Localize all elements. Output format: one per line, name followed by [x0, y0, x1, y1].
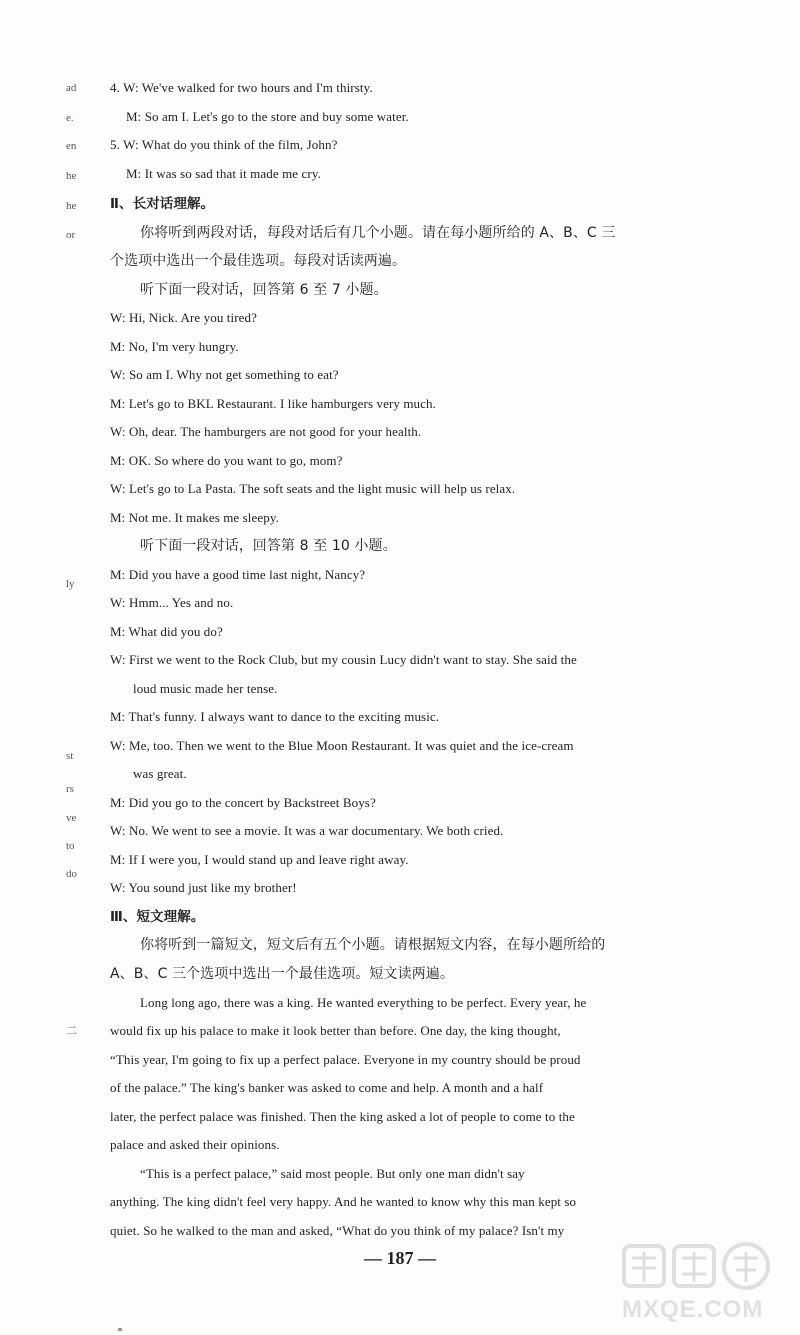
dialogue-line: M: Did you go to the concert by Backstreet Boys?: [110, 795, 376, 810]
passage-line: later, the perfect palace was finished. Then the king asked a lot of people to come to the: [110, 1109, 575, 1124]
watermark-logo-icon: [618, 1238, 790, 1298]
instruction-text: 听下面一段对话，回答第 6 至 7 小题。: [140, 282, 388, 298]
passage-line: would fix up his palace to make it look better than before. One day, the king thought,: [110, 1023, 561, 1038]
dialogue-line: M: No, I'm very hungry.: [110, 339, 239, 354]
dialogue-line: W: No. We went to see a movie. It was a war documentary. We both cried.: [110, 823, 504, 838]
margin-fragment: do: [66, 868, 77, 880]
margin-fragment: e.: [66, 112, 74, 124]
dialogue-line: M: It was so sad that it made me cry.: [126, 166, 321, 181]
margin-fragment: st: [66, 750, 74, 762]
passage-line: Long long ago, there was a king. He wanted everything to be perfect. Every year, he: [140, 995, 587, 1010]
instruction-text: 你将听到一篇短文，短文后有五个小题。请根据短文内容，在每小题所给的: [140, 937, 606, 953]
dialogue-line: W: First we went to the Rock Club, but my cousin Lucy didn't want to stay. She said the: [110, 652, 577, 667]
passage-line: quiet. So he walked to the man and asked, “What do you think of my palace? Isn't my: [110, 1223, 565, 1238]
dialogue-line: M: What did you do?: [110, 624, 223, 639]
margin-fragment: ly: [66, 578, 75, 590]
dialogue-line: W: Hmm... Yes and no.: [110, 595, 234, 610]
passage-line: of the palace.” The king's banker was asked to come and help. A month and a half: [110, 1080, 544, 1095]
passage-line: palace and asked their opinions.: [110, 1137, 280, 1152]
margin-fragment: he: [66, 200, 77, 212]
margin-fragment: ad: [66, 82, 77, 94]
section-heading: Ⅲ、短文理解。: [110, 909, 205, 925]
watermark-logo: [618, 1238, 790, 1328]
passage-line: “This is a perfect palace,” said most people. But only one man didn't say: [140, 1166, 525, 1181]
dialogue-line: 5. W: What do you think of the film, John?: [110, 137, 338, 152]
dialogue-line: M: OK. So where do you want to go, mom?: [110, 453, 343, 468]
dialogue-line: loud music made her tense.: [133, 681, 278, 696]
instruction-text: 听下面一段对话，回答第 8 至 10 小题。: [140, 538, 397, 554]
dialogue-line: M: So am I. Let's go to the store and buy some water.: [126, 109, 409, 124]
dialogue-line: M: Let's go to BKL Restaurant. I like hamburgers very much.: [110, 396, 436, 411]
margin-fragment: rs: [66, 783, 74, 795]
dialogue-line: M: Not me. It makes me sleepy.: [110, 510, 279, 525]
instruction-text: A、B、C 三个选项中选出一个最佳选项。短文读两遍。: [110, 966, 455, 982]
dialogue-line: M: That's funny. I always want to dance to the exciting music.: [110, 709, 440, 724]
dialogue-line: M: Did you have a good time last night, Nancy?: [110, 567, 366, 582]
dialogue-line: 4. W: We've walked for two hours and I'm thirsty.: [110, 80, 373, 95]
page-number: — 187 —: [364, 1248, 436, 1268]
margin-fragment: 二: [66, 1025, 77, 1037]
watermark-text: MXQE.COM: [622, 1296, 764, 1323]
section-heading: Ⅱ、长对话理解。: [110, 196, 215, 212]
passage-line: “This year, I'm going to fix up a perfect palace. Everyone in my country should be proud: [110, 1052, 581, 1067]
dialogue-line: W: So am I. Why not get something to eat?: [110, 367, 339, 382]
margin-fragment: he: [66, 170, 77, 182]
dialogue-line: W: Oh, dear. The hamburgers are not good for your health.: [110, 424, 422, 439]
margin-fragment: en: [66, 140, 77, 152]
dialogue-line: W: Hi, Nick. Are you tired?: [110, 310, 257, 325]
dialogue-line: W: Me, too. Then we went to the Blue Moon Restaurant. It was quiet and the ice-cream: [110, 738, 574, 753]
instruction-text: 你将听到两段对话，每段对话后有几个小题。请在每小题所给的 A、B、C 三: [140, 225, 616, 241]
dialogue-line: W: You sound just like my brother!: [110, 880, 297, 895]
passage-line: anything. The king didn't feel very happy. And he wanted to know why this man kept so: [110, 1194, 577, 1209]
dialogue-line: M: If I were you, I would stand up and leave right away.: [110, 852, 409, 867]
instruction-text: 个选项中选出一个最佳选项。每段对话读两遍。: [110, 253, 407, 269]
margin-fragment: ve: [66, 812, 77, 824]
margin-fragment: to: [66, 840, 75, 852]
margin-fragment: or: [66, 229, 76, 241]
dialogue-line: was great.: [133, 766, 187, 781]
dialogue-line: W: Let's go to La Pasta. The soft seats and the light music will help us relax.: [110, 481, 516, 496]
scan-speck: [118, 1328, 122, 1331]
